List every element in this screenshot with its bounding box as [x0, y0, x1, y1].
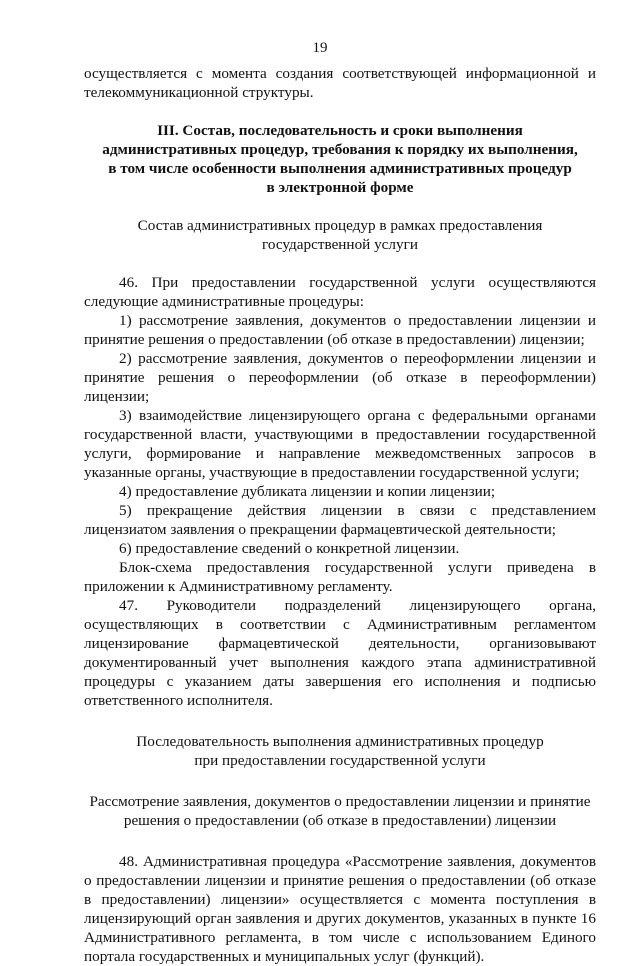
section-title-line: III. Состав, последовательность и сроки выполнения: [157, 122, 523, 139]
list-item-2: 2) рассмотрение заявления, документов о переоформлении лицензии и принятие решения о переоформлении (об отказе в переоформлении) лицензии;: [84, 350, 596, 405]
paragraph-46: 46. При предоставлении государственной услуги осуществляются следующие административные процедуры:: [84, 274, 596, 310]
list-item-1: 1) рассмотрение заявления, документов о предоставлении лицензии и принятие решения о предоставлении (об отказе в предоставлении) лицензии;: [84, 312, 596, 348]
list-item-4: 4) предоставление дубликата лицензии и копии лицензии;: [119, 483, 496, 500]
subheading-composition: [84, 216, 596, 254]
paragraph-47: 47. Руководители подразделений лицензирующего органа, осуществляющих в соответствии с Административным регламентом лицензирование фармацевтической деятельности, организовывают документированный учет выполнения каждого этапа административной процедуры с указанием даты завершения его исполнения и подписью ответственного исполнителя.: [84, 597, 596, 709]
block-scheme-paragraph: Блок-схема предоставления государственной услуги приведена в приложении к Административному регламенту.: [84, 559, 596, 595]
subheading-line: государственной услуги: [262, 236, 418, 253]
subheading-line: при предоставлении государственной услуги: [194, 752, 486, 769]
page-content: [84, 64, 596, 966]
subheading-sequence: [84, 732, 596, 770]
section-title-line: в электронной форме: [266, 179, 414, 196]
section-title-line: административных процедур, требования к порядку их выполнения,: [102, 141, 578, 158]
subheading-line: Последовательность выполнения административных процедур: [136, 733, 544, 750]
subheading-line: Рассмотрение заявления, документов о предоставлении лицензии и принятие: [89, 793, 591, 810]
intro-paragraph: осуществляется с момента создания соответствующей информационной и телекоммуникационной структуры.: [84, 65, 596, 101]
list-item-3: 3) взаимодействие лицензирующего органа с федеральными органами государственной власти, участвующими в предоставлении государственной услуги, формирование и направление межведомственных запросов в указанные органы, участвующие в предоставлении государственной услуги;: [84, 407, 596, 481]
paragraph-48: 48. Административная процедура «Рассмотрение заявления, документов о предоставлении лицензии и принятие решения о предоставлении (об отказе в предоставлении) лицензии» осуществляется с момента поступления в лицензирующий орган заявления и других документов, указанных в пункте 16 Административного регламента, в том числе с использованием Единого портала государственных и муниципальных услуг (функций).: [84, 853, 596, 965]
list-item-6: 6) предоставление сведений о конкретной лицензии.: [119, 540, 460, 557]
section-title-line: в том числе особенности выполнения административных процедур: [108, 160, 572, 177]
subheading-review: [84, 792, 596, 830]
list-item-5: 5) прекращение действия лицензии в связи с представлением лицензиатом заявления о прекращении фармацевтической деятельности;: [84, 502, 596, 538]
subheading-line: решения о предоставлении (об отказе в предоставлении) лицензии: [123, 812, 557, 829]
section-title: [84, 121, 596, 197]
page-number: 19: [312, 40, 328, 56]
subheading-line: Состав административных процедур в рамках предоставления: [137, 217, 543, 234]
